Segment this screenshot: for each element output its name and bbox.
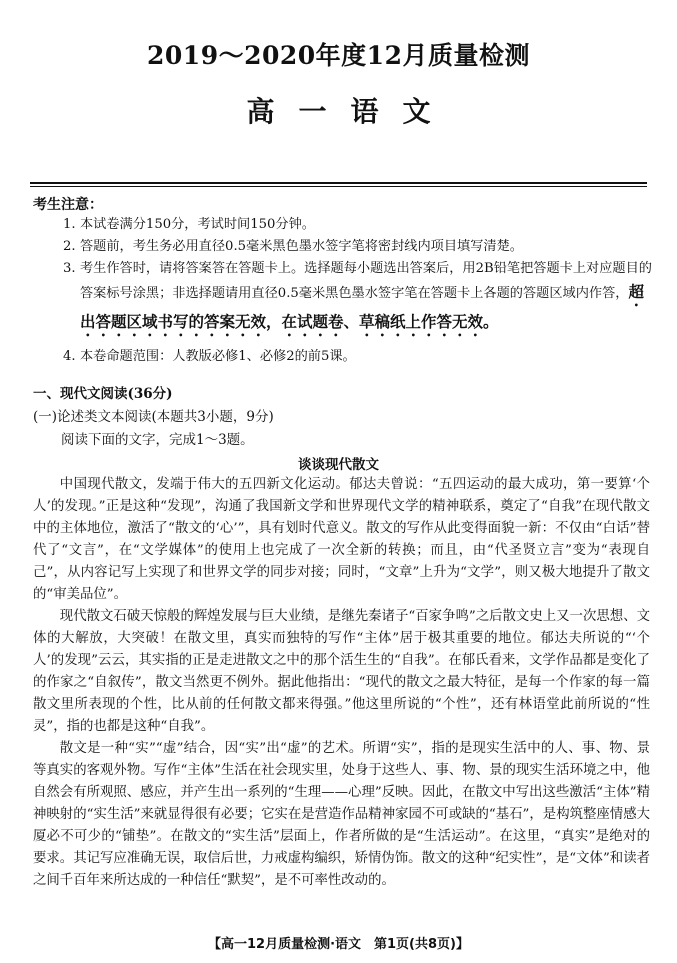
notice-item — [63, 346, 653, 368]
article-title: 谈谈现代散文 — [298, 457, 379, 473]
section-heading: 一、现代文阅读(36分) — [33, 386, 173, 402]
notice-item-text-wrapper — [80, 258, 653, 340]
notice-item — [63, 258, 653, 340]
exam-title: 2019～2020年度12月质量检测 — [147, 41, 530, 70]
subsection-heading: (一)论述类文本阅读(本题共3小题，9分) — [33, 409, 274, 425]
header-divider-thick — [30, 182, 647, 184]
notice-item-number: 1. — [63, 217, 76, 232]
notice-emphasis-text: 超出答题区域书写的答案无效，在试题卷、草稿纸上作答无效。 — [80, 283, 644, 331]
notice-item-text: 考生作答时，请将答案答在答题卡上。选择题每小题选出答案后，用2B铅笔把答题卡上对应题目的答案标号涂黑；非选择题请用直径0.5毫米黑色墨水签字笔在答题卡上各题的答题区域内作答， — [80, 261, 652, 301]
reading-instruction: 阅读下面的文字，完成1～3题。 — [61, 432, 254, 448]
article-paragraph: 现代散文石破天惊般的辉煌发展与巨大业绩，是继先秦诸子“百家争鸣”之后散文史上又一次思想、文体的大解放，大突破！在散文里，真实而独特的写作“主体”居于极其重要的地位。郁达夫所说的“‘个人’的发现”云云，其实指的正是走进散文之中的那个活生生的“自我”。在郁氏看来，文学作品都是变化了的作家之“自叙传”，散文当然更不例外。据此他指出：“现代的散文之最大特征，是每一个作家的每一篇散文里所表现的个性，比从前的任何散文都来得强。”他这里所说的“个性”，还有林语堂此前所说的“性灵”，指的也都是这种“自我”。 — [33, 609, 650, 734]
page-footer: 【高一12月质量检测·语文 第1页(共8页)】 — [207, 937, 469, 952]
notice-item-text: 本试卷满分150分，考试时间150分钟。 — [80, 217, 315, 232]
notice-item-text: 答题前，考生务必用直径0.5毫米黑色墨水签字笔将密封线内项目填写清楚。 — [80, 239, 523, 254]
subject-title: 高一语文 — [246, 95, 455, 128]
notice-item-number: 4. — [63, 349, 76, 364]
notice-heading: 考生注意： — [33, 197, 103, 213]
notice-item-text: 本卷命题范围：人教版必修1、必修2的前5课。 — [80, 349, 356, 364]
notice-list — [63, 214, 653, 368]
notice-item-number: 3. — [63, 261, 76, 276]
notice-item — [63, 236, 653, 258]
notice-item-number: 2. — [63, 239, 76, 254]
article-paragraph: 散文是一种“实”“虚”结合，因“实”出“虚”的艺术。所谓“实”，指的是现实生活中的人、事、物、景等真实的客观外物。写作“主体”生活在社会现实里，处身于这些人、事、物、景的现实生活环境之中，他自然会有所观照、感应，并产生出一系列的“生理——心理”反映。因此，在散文中写出这些激活“主体”精神映射的“实生活”来就显得很有必要；它实在是营造作品精神家园不可或缺的“基石”，是构筑整座情感大厦必不可少的“铺垫”。在散文的“实生活”层面上，作者所做的是“生活运动”。在这里，“真实”是绝对的要求。其记写应准确无误，取信后世，力戒虚构编织，矫情伪饰。散文的这种“纪实性”，是“文体”和读者之间千百年来所达成的一种信任“默契”，是不可率性改动的。 — [33, 741, 650, 888]
article-body — [33, 474, 650, 892]
header-divider-thin — [30, 186, 647, 187]
article-paragraph: 中国现代散文，发端于伟大的五四新文化运动。郁达夫曾说：“五四运动的最大成功，第一要算‘个人’的发现。”正是这种“发现”，沟通了我国新文学和世界现代文学的精神联系，奠定了“自我”在现代散文中的主体地位，激活了“散文的‘心’”，具有划时代意义。散文的写作从此变得面貌一新：不仅由“白话”替代了“文言”，在“文学媒体”的使用上也完成了一次全新的转换；而且，由“代圣贤立言”变为“表现自己”，从内容记写上实现了和世界文学的同步对接；同时，“文章”上升为“文学”，则又极大地提升了散文的“审美品位”。 — [33, 477, 650, 602]
notice-item — [63, 214, 653, 236]
